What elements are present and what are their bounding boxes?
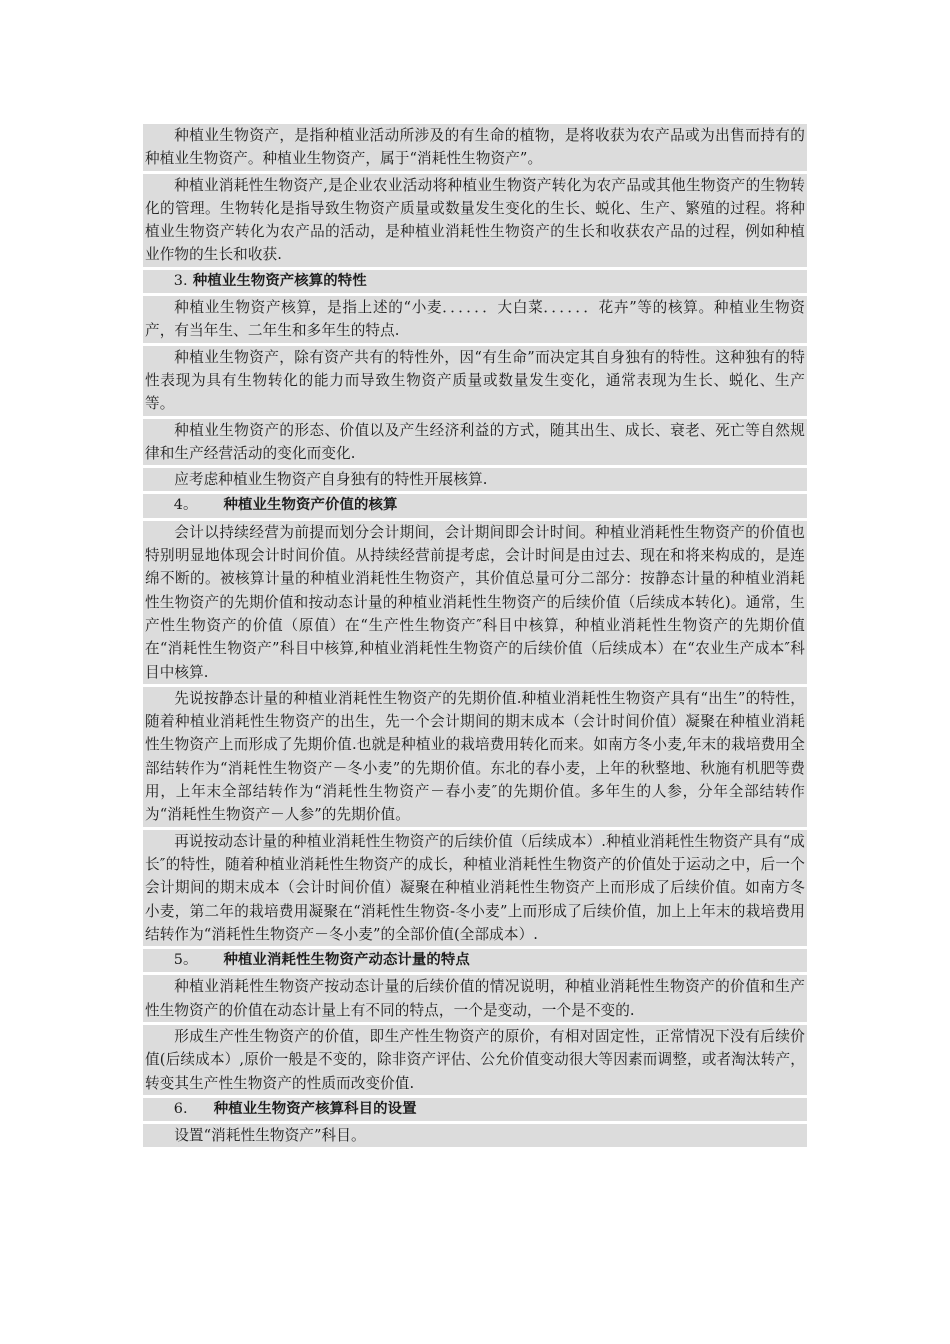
section-title: 种植业消耗性生物资产动态计量的特点 <box>223 952 470 969</box>
section-number: 5。 <box>173 952 198 969</box>
section-heading <box>143 1098 807 1121</box>
paragraph: 先说按静态计量的种植业消耗性生物资产的先期价值.种植业消耗性生物资产具有“出生”的特性，随着种植业消耗性生物资产的出生，先一个会计期间的期末成本（会计时间价值）凝聚在种植业消耗性生物资产上而形成了先期价值.也就是种植业的栽培费用转化而来。如南方冬小麦,年末的栽培费用全部结转作为“消耗性生物资产－冬小麦”的先期价值。东北的春小麦，上年的秋整地、秋施有机肥等费用，上年末全部结转作为“消耗性生物资产－春小麦″的先期价值。多年生的人参，分年全部结转作为“消耗性生物资产－人参”的先期价值。 <box>143 687 807 827</box>
section-number: 4。 <box>173 497 198 514</box>
paragraph: 种植业消耗性生物资产,是企业农业活动将种植业生物资产转化为农产品或其他生物资产的生物转化的管理。生物转化是指导致生物资产质量或数量发生变化的生长、蜕化、生产、繁殖的过程。将种植业生物资产转化为农产品的活动，是种植业消耗性生物资产的生长和收获农产品的过程，例如种植业作物的生长和收获. <box>143 174 807 267</box>
paragraph: 种植业消耗性生物资产按动态计量的后续价值的情况说明，种植业消耗性生物资产的价值和生产性生物资产的价值在动态计量上有不同的特点，一个是变动，一个是不变的. <box>143 975 807 1022</box>
section-heading <box>143 494 807 517</box>
section-number: 6. <box>173 1100 188 1117</box>
paragraph: 形成生产性生物资产的价值，即生产性生物资产的原价，有相对固定性，正常情况下没有后续价值(后续成本）,原价一般是不变的，除非资产评估、公允价值变动很大等因素而调整，或者淘汰转产，转变其生产性生物资产的性质而改变价值. <box>143 1025 807 1095</box>
document-body <box>143 124 807 1150</box>
paragraph: 种植业生物资产，是指种植业活动所涉及的有生命的植物，是将收获为农产品或为出售而持有的种植业生物资产。种植业生物资产，属于“消耗性生物资产”。 <box>143 124 807 171</box>
section-title: 种植业生物资产核算科目的设置 <box>213 1100 417 1117</box>
paragraph: 种植业生物资产，除有资产共有的特性外，因“有生命”而决定其自身独有的特性。这种独有的特性表现为具有生物转化的能力而导致生物资产质量或数量发生变化，通常表现为生长、蜕化、生产等。 <box>143 346 807 416</box>
paragraph: 设置“消耗性生物资产”科目。 <box>143 1124 807 1147</box>
paragraph: 会计以持续经营为前提而划分会计期间，会计期间即会计时间。种植业消耗性生物资产的价值也特别明显地体现会计时间价值。从持续经营前提考虑，会计时间是由过去、现在和将来构成的，是连绵不断的。被核算计量的种植业消耗性生物资产，其价值总量可分二部分：按静态计量的种植业消耗性生物资产的先期价值和按动态计量的种植业消耗性生物资产的后续价值（后续成本转化)。通常，生产性生物资产的价值（原值）在“生产性生物资产″科目中核算，种植业消耗性生物资产的先期价值在“消耗性生物资产”科目中核算,种植业消耗性生物资产的后续价值（后续成本）在“农业生产成本″科目中核算. <box>143 521 807 684</box>
section-heading <box>143 949 807 972</box>
paragraph: 应考虑种植业生物资产自身独有的特性开展核算. <box>143 468 807 491</box>
paragraph: 种植业生物资产核算，是指上述的“小麦．．．．．．大白菜．．．．．．花卉”等的核算。种植业生物资产，有当年生、二年生和多年生的特点. <box>143 296 807 343</box>
section-title: 种植业生物资产核算的特性 <box>192 272 367 289</box>
paragraph: 种植业生物资产的形态、价值以及产生经济利益的方式，随其出生、成长、衰老、死亡等自然规律和生产经营活动的变化而变化. <box>143 419 807 466</box>
section-heading <box>143 270 807 293</box>
section-title: 种植业生物资产价值的核算 <box>223 497 398 514</box>
paragraph: 再说按动态计量的种植业消耗性生物资产的后续价值（后续成本）.种植业消耗性生物资产具有“成长″的特性，随着种植业消耗性生物资产的成长，种植业消耗性生物资产的价值处于运动之中，后一个会计期间的期末成本（会计时间价值）凝聚在种植业消耗性生物资产上而形成了后续价值。如南方冬小麦，第二年的栽培费用凝聚在“消耗性生物资-冬小麦”上而形成了后续价值，加上上年末的栽培费用结转作为“消耗性生物资产－冬小麦”的全部价值(全部成本）. <box>143 830 807 946</box>
section-number: 3. <box>173 272 188 289</box>
